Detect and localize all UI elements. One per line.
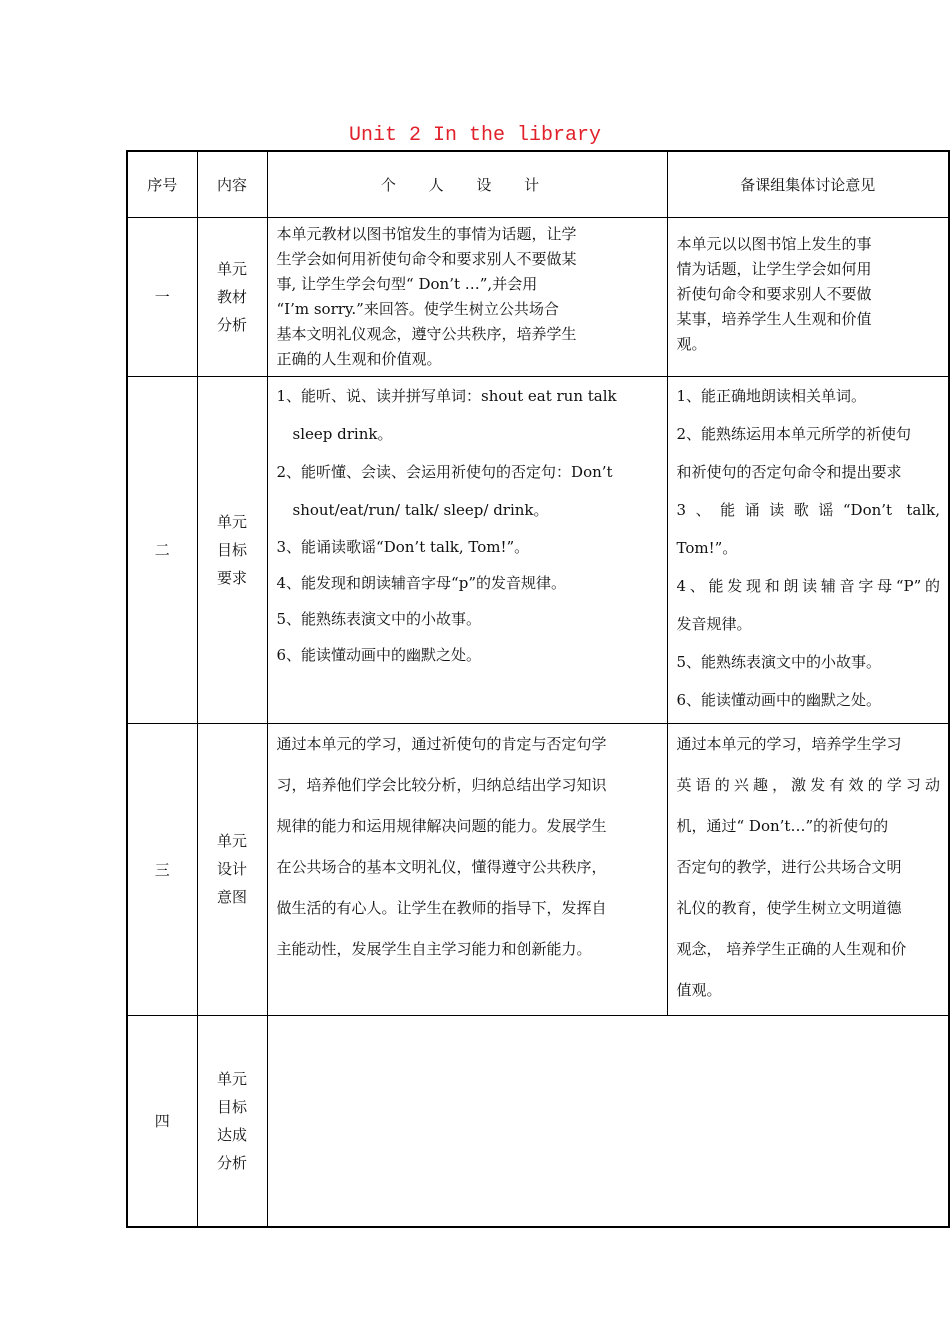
topic-line: 教材 (216, 287, 247, 306)
topic-line: 设计 (216, 860, 247, 878)
group-discussion-cell (667, 217, 949, 376)
personal-design-cell (267, 723, 667, 1015)
text-line: 做生活的有心人。让学生在教师的指导下，发挥自 (276, 898, 607, 917)
topic-line: 分析 (216, 1153, 247, 1172)
row-index: 一 (127, 217, 197, 376)
text-line: 4、能发现和朗读辅音字母“p”的发音规律。 (276, 573, 566, 592)
text-line: 规律的能力和运用规律解决问题的能力。发展学生 (276, 816, 607, 835)
text-line: 发音规律。 (676, 614, 752, 633)
text-line: 观。 (676, 334, 707, 353)
topic-line: 意图 (216, 888, 247, 906)
lesson-plan-table (126, 150, 950, 1228)
group-discussion-cell (667, 723, 949, 1015)
text-line: 习，培养他们学会比较分析，归纳总结出学习知识 (276, 775, 607, 794)
row-topic (197, 217, 267, 376)
text-line: 4、能发现和朗读辅音字母“P”的 (676, 576, 940, 595)
table-row (127, 723, 949, 1015)
table-row (127, 217, 949, 376)
text-line: 机，通过“ Don’t…”的祈使句的 (676, 816, 889, 835)
text-line: 本单元以以图书馆上发生的事 (676, 234, 872, 253)
header-personal-design: 个 人 设 计 (267, 151, 667, 217)
topic-line: 要求 (216, 568, 247, 587)
text-line: 3、能诵读歌谣“Don’t talk, Tom!”。 (276, 537, 530, 556)
topic-line: 目标 (216, 540, 247, 559)
topic-line: 单元 (216, 259, 247, 278)
topic-line: 单元 (216, 1069, 247, 1088)
row-topic (197, 376, 267, 723)
text-line: “I’m sorry.”来回答。使学生树立公共场合 (276, 299, 559, 318)
text-line: 主能动性，发展学生自主学习能力和创新能力。 (276, 939, 592, 958)
header-row (127, 151, 949, 217)
text-line: 1、能正确地朗读相关单词。 (676, 386, 867, 405)
row-topic (197, 1015, 267, 1227)
empty-analysis-cell (267, 1015, 949, 1227)
text-line: 值观。 (676, 980, 722, 999)
row-index: 三 (127, 723, 197, 1015)
text-line: 礼仪的教育，使学生树立文明道德 (676, 898, 902, 917)
topic-line: 目标 (216, 1097, 247, 1116)
topic-line: 单元 (216, 512, 247, 531)
row-index: 四 (127, 1015, 197, 1227)
topic-line: 分析 (216, 315, 247, 334)
text-line: 和祈使句的否定句命令和提出要求 (676, 462, 902, 481)
text-line: 2、能熟练运用本单元所学的祈使句 (676, 424, 912, 443)
text-line: 观念， 培养学生正确的人生观和价 (676, 939, 907, 958)
text-line: 基本文明礼仪观念，遵守公共秩序，培养学生 (276, 324, 577, 343)
text-line: 2、能听懂、会读、会运用祈使句的否定句：Don’t (276, 462, 613, 481)
text-line: 生学会如何用祈使句命令和要求别人不要做某 (276, 249, 577, 268)
personal-design-cell (267, 217, 667, 376)
header-idx: 序号 (127, 151, 197, 217)
text-line: 本单元教材以图书馆发生的事情为话题，让学 (276, 224, 577, 243)
text-line: 正确的人生观和价值观。 (276, 349, 442, 368)
row-index: 二 (127, 376, 197, 723)
topic-line: 单元 (216, 832, 247, 850)
text-line: 5、能熟练表演文中的小故事。 (676, 652, 882, 671)
header-content: 内容 (197, 151, 267, 217)
header-group-discussion: 备课组集体讨论意见 (667, 151, 949, 217)
text-line: 通过本单元的学习，通过祈使句的肯定与否定句学 (276, 734, 607, 753)
row-topic (197, 723, 267, 1015)
group-discussion-cell (667, 376, 949, 723)
text-line: 祈使句命令和要求别人不要做 (676, 284, 872, 303)
text-line: 1、能听、说、读并拼写单词：shout eat run talk (276, 386, 617, 405)
text-line: 5、能熟练表演文中的小故事。 (276, 609, 482, 628)
text-line: 6、能读懂动画中的幽默之处。 (276, 645, 482, 664)
text-line: 事, 让学生学会句型“ Don’t …”,并会用 (276, 274, 538, 293)
text-line: 否定句的教学，进行公共场合文明 (676, 857, 902, 876)
table-row (127, 1015, 949, 1227)
text-line: shout/eat/run/ talk/ sleep/ drink。 (292, 500, 549, 519)
text-line: 通过本单元的学习，培养学生学习 (676, 734, 902, 753)
text-line: 在公共场合的基本文明礼仪，懂得遵守公共秩序， (276, 857, 607, 876)
personal-design-cell (267, 376, 667, 723)
text-line: sleep drink。 (292, 424, 393, 443)
text-line: 某事，培养学生人生观和价值 (676, 309, 872, 328)
document-title: Unit 2 In the library (348, 124, 602, 147)
text-line: 情为话题，让学生学会如何用 (676, 259, 872, 278)
text-line: 3、能诵读歌谣“Don’t talk, (676, 500, 940, 519)
text-line: 6、能读懂动画中的幽默之处。 (676, 690, 882, 709)
topic-line: 达成 (216, 1125, 247, 1144)
table-row (127, 376, 949, 723)
text-line: Tom!”。 (676, 538, 738, 557)
text-line: 英语的兴趣，激发有效的学习动 (676, 775, 940, 794)
